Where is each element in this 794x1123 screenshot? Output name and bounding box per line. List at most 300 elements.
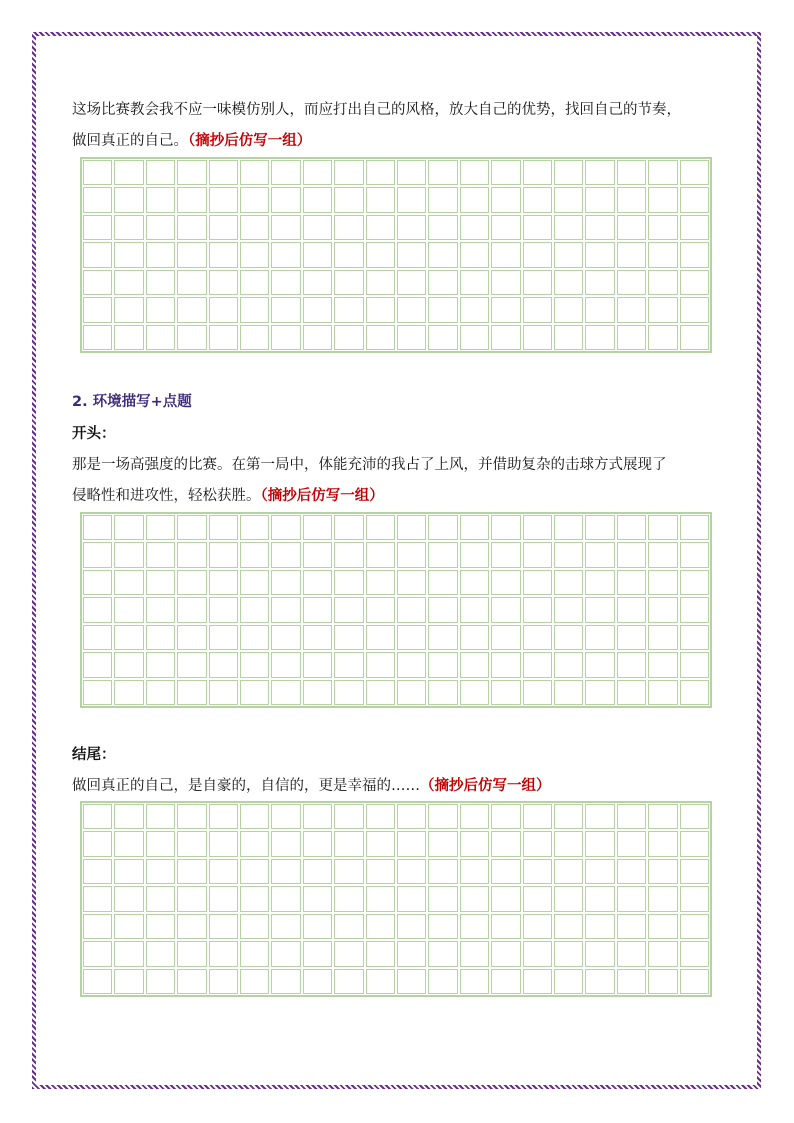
grid-cell[interactable] <box>460 215 489 240</box>
grid-cell[interactable] <box>83 831 112 856</box>
grid-cell[interactable] <box>491 680 520 705</box>
grid-cell[interactable] <box>83 270 112 295</box>
grid-cell[interactable] <box>617 914 646 939</box>
grid-cell[interactable] <box>617 859 646 884</box>
grid-cell[interactable] <box>303 831 332 856</box>
grid-cell[interactable] <box>209 325 238 350</box>
grid-cell[interactable] <box>428 542 457 567</box>
grid-cell[interactable] <box>523 941 552 966</box>
grid-cell[interactable] <box>83 297 112 322</box>
grid-cell[interactable] <box>523 270 552 295</box>
grid-cell[interactable] <box>397 941 426 966</box>
grid-cell[interactable] <box>209 625 238 650</box>
grid-cell[interactable] <box>303 187 332 212</box>
grid-cell[interactable] <box>146 886 175 911</box>
grid-cell[interactable] <box>397 515 426 540</box>
grid-cell[interactable] <box>271 886 300 911</box>
grid-cell[interactable] <box>146 831 175 856</box>
grid-cell[interactable] <box>648 297 677 322</box>
grid-cell[interactable] <box>585 570 614 595</box>
grid-cell[interactable] <box>303 515 332 540</box>
grid-cell[interactable] <box>680 570 709 595</box>
grid-cell[interactable] <box>460 160 489 185</box>
grid-cell[interactable] <box>240 297 269 322</box>
grid-cell[interactable] <box>240 242 269 267</box>
grid-cell[interactable] <box>680 914 709 939</box>
grid-cell[interactable] <box>114 187 143 212</box>
grid-cell[interactable] <box>114 804 143 829</box>
grid-cell[interactable] <box>240 831 269 856</box>
grid-cell[interactable] <box>177 969 206 994</box>
grid-cell[interactable] <box>491 325 520 350</box>
grid-cell[interactable] <box>271 914 300 939</box>
grid-cell[interactable] <box>334 941 363 966</box>
grid-cell[interactable] <box>177 859 206 884</box>
grid-cell[interactable] <box>303 941 332 966</box>
grid-cell[interactable] <box>397 914 426 939</box>
grid-cell[interactable] <box>146 597 175 622</box>
grid-cell[interactable] <box>491 941 520 966</box>
grid-cell[interactable] <box>240 859 269 884</box>
grid-cell[interactable] <box>83 515 112 540</box>
grid-cell[interactable] <box>617 325 646 350</box>
grid-cell[interactable] <box>83 969 112 994</box>
grid-cell[interactable] <box>334 914 363 939</box>
grid-cell[interactable] <box>397 804 426 829</box>
grid-cell[interactable] <box>617 831 646 856</box>
grid-cell[interactable] <box>491 270 520 295</box>
grid-cell[interactable] <box>271 215 300 240</box>
grid-cell[interactable] <box>271 570 300 595</box>
grid-cell[interactable] <box>209 914 238 939</box>
grid-cell[interactable] <box>146 680 175 705</box>
grid-cell[interactable] <box>491 804 520 829</box>
grid-cell[interactable] <box>397 652 426 677</box>
grid-cell[interactable] <box>177 886 206 911</box>
grid-cell[interactable] <box>523 325 552 350</box>
grid-cell[interactable] <box>83 187 112 212</box>
grid-cell[interactable] <box>428 941 457 966</box>
grid-cell[interactable] <box>585 969 614 994</box>
grid-cell[interactable] <box>83 625 112 650</box>
grid-cell[interactable] <box>648 804 677 829</box>
grid-cell[interactable] <box>428 597 457 622</box>
grid-cell[interactable] <box>334 542 363 567</box>
grid-cell[interactable] <box>554 886 583 911</box>
grid-cell[interactable] <box>680 804 709 829</box>
grid-cell[interactable] <box>554 297 583 322</box>
grid-cell[interactable] <box>554 969 583 994</box>
grid-cell[interactable] <box>114 160 143 185</box>
grid-cell[interactable] <box>397 625 426 650</box>
grid-cell[interactable] <box>428 325 457 350</box>
grid-cell[interactable] <box>428 914 457 939</box>
grid-cell[interactable] <box>271 325 300 350</box>
grid-cell[interactable] <box>240 187 269 212</box>
grid-cell[interactable] <box>303 804 332 829</box>
grid-cell[interactable] <box>428 297 457 322</box>
grid-cell[interactable] <box>460 270 489 295</box>
grid-cell[interactable] <box>366 625 395 650</box>
grid-cell[interactable] <box>680 680 709 705</box>
grid-cell[interactable] <box>617 297 646 322</box>
grid-cell[interactable] <box>460 542 489 567</box>
grid-cell[interactable] <box>617 886 646 911</box>
grid-cell[interactable] <box>523 597 552 622</box>
grid-cell[interactable] <box>146 160 175 185</box>
grid-cell[interactable] <box>554 187 583 212</box>
grid-cell[interactable] <box>240 680 269 705</box>
grid-cell[interactable] <box>680 270 709 295</box>
grid-cell[interactable] <box>648 187 677 212</box>
grid-cell[interactable] <box>680 242 709 267</box>
grid-cell[interactable] <box>428 831 457 856</box>
grid-cell[interactable] <box>428 515 457 540</box>
grid-cell[interactable] <box>617 941 646 966</box>
grid-cell[interactable] <box>428 215 457 240</box>
grid-cell[interactable] <box>303 242 332 267</box>
grid-cell[interactable] <box>491 515 520 540</box>
grid-cell[interactable] <box>240 215 269 240</box>
grid-cell[interactable] <box>428 270 457 295</box>
grid-cell[interactable] <box>554 680 583 705</box>
grid-cell[interactable] <box>114 680 143 705</box>
grid-cell[interactable] <box>209 160 238 185</box>
grid-cell[interactable] <box>617 625 646 650</box>
grid-cell[interactable] <box>648 215 677 240</box>
grid-cell[interactable] <box>271 859 300 884</box>
grid-cell[interactable] <box>460 886 489 911</box>
grid-cell[interactable] <box>114 652 143 677</box>
grid-cell[interactable] <box>617 270 646 295</box>
grid-cell[interactable] <box>209 187 238 212</box>
grid-cell[interactable] <box>177 242 206 267</box>
grid-cell[interactable] <box>523 914 552 939</box>
grid-cell[interactable] <box>303 625 332 650</box>
grid-cell[interactable] <box>554 542 583 567</box>
grid-cell[interactable] <box>680 542 709 567</box>
grid-cell[interactable] <box>146 297 175 322</box>
grid-cell[interactable] <box>177 515 206 540</box>
grid-cell[interactable] <box>491 215 520 240</box>
grid-cell[interactable] <box>366 914 395 939</box>
grid-cell[interactable] <box>617 570 646 595</box>
grid-cell[interactable] <box>146 969 175 994</box>
grid-cell[interactable] <box>334 969 363 994</box>
grid-cell[interactable] <box>554 515 583 540</box>
grid-cell[interactable] <box>585 831 614 856</box>
grid-cell[interactable] <box>585 941 614 966</box>
grid-cell[interactable] <box>585 886 614 911</box>
grid-cell[interactable] <box>491 570 520 595</box>
grid-cell[interactable] <box>334 652 363 677</box>
grid-cell[interactable] <box>397 570 426 595</box>
grid-cell[interactable] <box>554 625 583 650</box>
grid-cell[interactable] <box>554 215 583 240</box>
grid-cell[interactable] <box>334 680 363 705</box>
grid-cell[interactable] <box>334 859 363 884</box>
grid-cell[interactable] <box>177 625 206 650</box>
grid-cell[interactable] <box>428 625 457 650</box>
grid-cell[interactable] <box>397 325 426 350</box>
grid-cell[interactable] <box>366 886 395 911</box>
grid-cell[interactable] <box>83 914 112 939</box>
grid-cell[interactable] <box>648 886 677 911</box>
grid-cell[interactable] <box>491 886 520 911</box>
grid-cell[interactable] <box>585 859 614 884</box>
grid-cell[interactable] <box>617 160 646 185</box>
grid-cell[interactable] <box>428 570 457 595</box>
grid-cell[interactable] <box>334 597 363 622</box>
grid-cell[interactable] <box>617 242 646 267</box>
grid-cell[interactable] <box>491 625 520 650</box>
grid-cell[interactable] <box>397 542 426 567</box>
grid-cell[interactable] <box>366 187 395 212</box>
grid-cell[interactable] <box>428 680 457 705</box>
grid-cell[interactable] <box>397 270 426 295</box>
grid-cell[interactable] <box>523 242 552 267</box>
grid-cell[interactable] <box>648 242 677 267</box>
writing-grid-2[interactable] <box>80 512 712 708</box>
grid-cell[interactable] <box>177 652 206 677</box>
grid-cell[interactable] <box>303 597 332 622</box>
grid-cell[interactable] <box>648 570 677 595</box>
grid-cell[interactable] <box>460 597 489 622</box>
grid-cell[interactable] <box>83 652 112 677</box>
grid-cell[interactable] <box>209 270 238 295</box>
grid-cell[interactable] <box>146 242 175 267</box>
grid-cell[interactable] <box>397 215 426 240</box>
grid-cell[interactable] <box>460 242 489 267</box>
grid-cell[interactable] <box>460 625 489 650</box>
grid-cell[interactable] <box>585 597 614 622</box>
grid-cell[interactable] <box>114 542 143 567</box>
grid-cell[interactable] <box>460 325 489 350</box>
grid-cell[interactable] <box>83 859 112 884</box>
grid-cell[interactable] <box>146 215 175 240</box>
grid-cell[interactable] <box>366 242 395 267</box>
grid-cell[interactable] <box>648 515 677 540</box>
grid-cell[interactable] <box>271 597 300 622</box>
grid-cell[interactable] <box>303 542 332 567</box>
grid-cell[interactable] <box>585 542 614 567</box>
grid-cell[interactable] <box>83 680 112 705</box>
grid-cell[interactable] <box>334 886 363 911</box>
grid-cell[interactable] <box>334 187 363 212</box>
grid-cell[interactable] <box>554 160 583 185</box>
grid-cell[interactable] <box>83 160 112 185</box>
grid-cell[interactable] <box>366 270 395 295</box>
grid-cell[interactable] <box>585 215 614 240</box>
grid-cell[interactable] <box>271 941 300 966</box>
grid-cell[interactable] <box>460 515 489 540</box>
grid-cell[interactable] <box>617 652 646 677</box>
grid-cell[interactable] <box>585 625 614 650</box>
grid-cell[interactable] <box>366 542 395 567</box>
grid-cell[interactable] <box>366 515 395 540</box>
grid-cell[interactable] <box>680 652 709 677</box>
grid-cell[interactable] <box>177 597 206 622</box>
grid-cell[interactable] <box>554 941 583 966</box>
grid-cell[interactable] <box>240 597 269 622</box>
grid-cell[interactable] <box>428 187 457 212</box>
grid-cell[interactable] <box>366 325 395 350</box>
grid-cell[interactable] <box>177 831 206 856</box>
grid-cell[interactable] <box>648 160 677 185</box>
grid-cell[interactable] <box>83 804 112 829</box>
grid-cell[interactable] <box>303 297 332 322</box>
grid-cell[interactable] <box>209 542 238 567</box>
grid-cell[interactable] <box>523 680 552 705</box>
grid-cell[interactable] <box>366 570 395 595</box>
grid-cell[interactable] <box>334 515 363 540</box>
grid-cell[interactable] <box>680 859 709 884</box>
grid-cell[interactable] <box>114 886 143 911</box>
grid-cell[interactable] <box>83 886 112 911</box>
grid-cell[interactable] <box>617 515 646 540</box>
grid-cell[interactable] <box>460 570 489 595</box>
grid-cell[interactable] <box>680 597 709 622</box>
grid-cell[interactable] <box>240 570 269 595</box>
grid-cell[interactable] <box>648 859 677 884</box>
grid-cell[interactable] <box>397 969 426 994</box>
grid-cell[interactable] <box>366 941 395 966</box>
grid-cell[interactable] <box>271 542 300 567</box>
grid-cell[interactable] <box>209 941 238 966</box>
grid-cell[interactable] <box>680 187 709 212</box>
grid-cell[interactable] <box>114 831 143 856</box>
grid-cell[interactable] <box>460 187 489 212</box>
grid-cell[interactable] <box>554 914 583 939</box>
grid-cell[interactable] <box>428 886 457 911</box>
grid-cell[interactable] <box>271 652 300 677</box>
grid-cell[interactable] <box>585 804 614 829</box>
grid-cell[interactable] <box>146 270 175 295</box>
grid-cell[interactable] <box>585 680 614 705</box>
grid-cell[interactable] <box>303 325 332 350</box>
grid-cell[interactable] <box>428 652 457 677</box>
grid-cell[interactable] <box>334 325 363 350</box>
grid-cell[interactable] <box>460 914 489 939</box>
grid-cell[interactable] <box>303 680 332 705</box>
grid-cell[interactable] <box>366 969 395 994</box>
grid-cell[interactable] <box>617 804 646 829</box>
grid-cell[interactable] <box>523 831 552 856</box>
grid-cell[interactable] <box>523 652 552 677</box>
grid-cell[interactable] <box>397 859 426 884</box>
grid-cell[interactable] <box>83 542 112 567</box>
grid-cell[interactable] <box>585 187 614 212</box>
grid-cell[interactable] <box>303 886 332 911</box>
grid-cell[interactable] <box>177 914 206 939</box>
grid-cell[interactable] <box>428 242 457 267</box>
grid-cell[interactable] <box>554 831 583 856</box>
grid-cell[interactable] <box>240 160 269 185</box>
grid-cell[interactable] <box>114 625 143 650</box>
grid-cell[interactable] <box>334 215 363 240</box>
grid-cell[interactable] <box>460 941 489 966</box>
grid-cell[interactable] <box>648 831 677 856</box>
grid-cell[interactable] <box>366 297 395 322</box>
grid-cell[interactable] <box>523 542 552 567</box>
grid-cell[interactable] <box>83 941 112 966</box>
grid-cell[interactable] <box>177 270 206 295</box>
grid-cell[interactable] <box>209 515 238 540</box>
grid-cell[interactable] <box>114 325 143 350</box>
grid-cell[interactable] <box>177 297 206 322</box>
grid-cell[interactable] <box>617 680 646 705</box>
grid-cell[interactable] <box>209 859 238 884</box>
grid-cell[interactable] <box>271 831 300 856</box>
grid-cell[interactable] <box>114 570 143 595</box>
grid-cell[interactable] <box>460 680 489 705</box>
grid-cell[interactable] <box>334 625 363 650</box>
grid-cell[interactable] <box>271 297 300 322</box>
grid-cell[interactable] <box>303 570 332 595</box>
grid-cell[interactable] <box>366 652 395 677</box>
grid-cell[interactable] <box>491 297 520 322</box>
grid-cell[interactable] <box>303 969 332 994</box>
grid-cell[interactable] <box>491 542 520 567</box>
grid-cell[interactable] <box>428 804 457 829</box>
grid-cell[interactable] <box>146 652 175 677</box>
grid-cell[interactable] <box>209 242 238 267</box>
grid-cell[interactable] <box>523 625 552 650</box>
grid-cell[interactable] <box>523 160 552 185</box>
grid-cell[interactable] <box>397 242 426 267</box>
grid-cell[interactable] <box>240 804 269 829</box>
grid-cell[interactable] <box>146 570 175 595</box>
grid-cell[interactable] <box>491 859 520 884</box>
grid-cell[interactable] <box>271 187 300 212</box>
grid-cell[interactable] <box>523 187 552 212</box>
grid-cell[interactable] <box>83 215 112 240</box>
grid-cell[interactable] <box>177 215 206 240</box>
grid-cell[interactable] <box>177 804 206 829</box>
writing-grid-1[interactable] <box>80 157 712 353</box>
grid-cell[interactable] <box>240 270 269 295</box>
grid-cell[interactable] <box>523 215 552 240</box>
grid-cell[interactable] <box>146 542 175 567</box>
grid-cell[interactable] <box>177 187 206 212</box>
grid-cell[interactable] <box>491 969 520 994</box>
grid-cell[interactable] <box>680 325 709 350</box>
grid-cell[interactable] <box>460 652 489 677</box>
grid-cell[interactable] <box>209 804 238 829</box>
grid-cell[interactable] <box>177 941 206 966</box>
grid-cell[interactable] <box>114 941 143 966</box>
grid-cell[interactable] <box>209 886 238 911</box>
grid-cell[interactable] <box>114 914 143 939</box>
grid-cell[interactable] <box>554 859 583 884</box>
grid-cell[interactable] <box>271 515 300 540</box>
grid-cell[interactable] <box>680 941 709 966</box>
grid-cell[interactable] <box>209 297 238 322</box>
grid-cell[interactable] <box>303 652 332 677</box>
grid-cell[interactable] <box>491 914 520 939</box>
grid-cell[interactable] <box>491 242 520 267</box>
grid-cell[interactable] <box>240 625 269 650</box>
grid-cell[interactable] <box>366 859 395 884</box>
grid-cell[interactable] <box>334 831 363 856</box>
grid-cell[interactable] <box>240 886 269 911</box>
grid-cell[interactable] <box>585 160 614 185</box>
grid-cell[interactable] <box>491 187 520 212</box>
grid-cell[interactable] <box>585 652 614 677</box>
grid-cell[interactable] <box>240 969 269 994</box>
grid-cell[interactable] <box>397 831 426 856</box>
grid-cell[interactable] <box>334 570 363 595</box>
